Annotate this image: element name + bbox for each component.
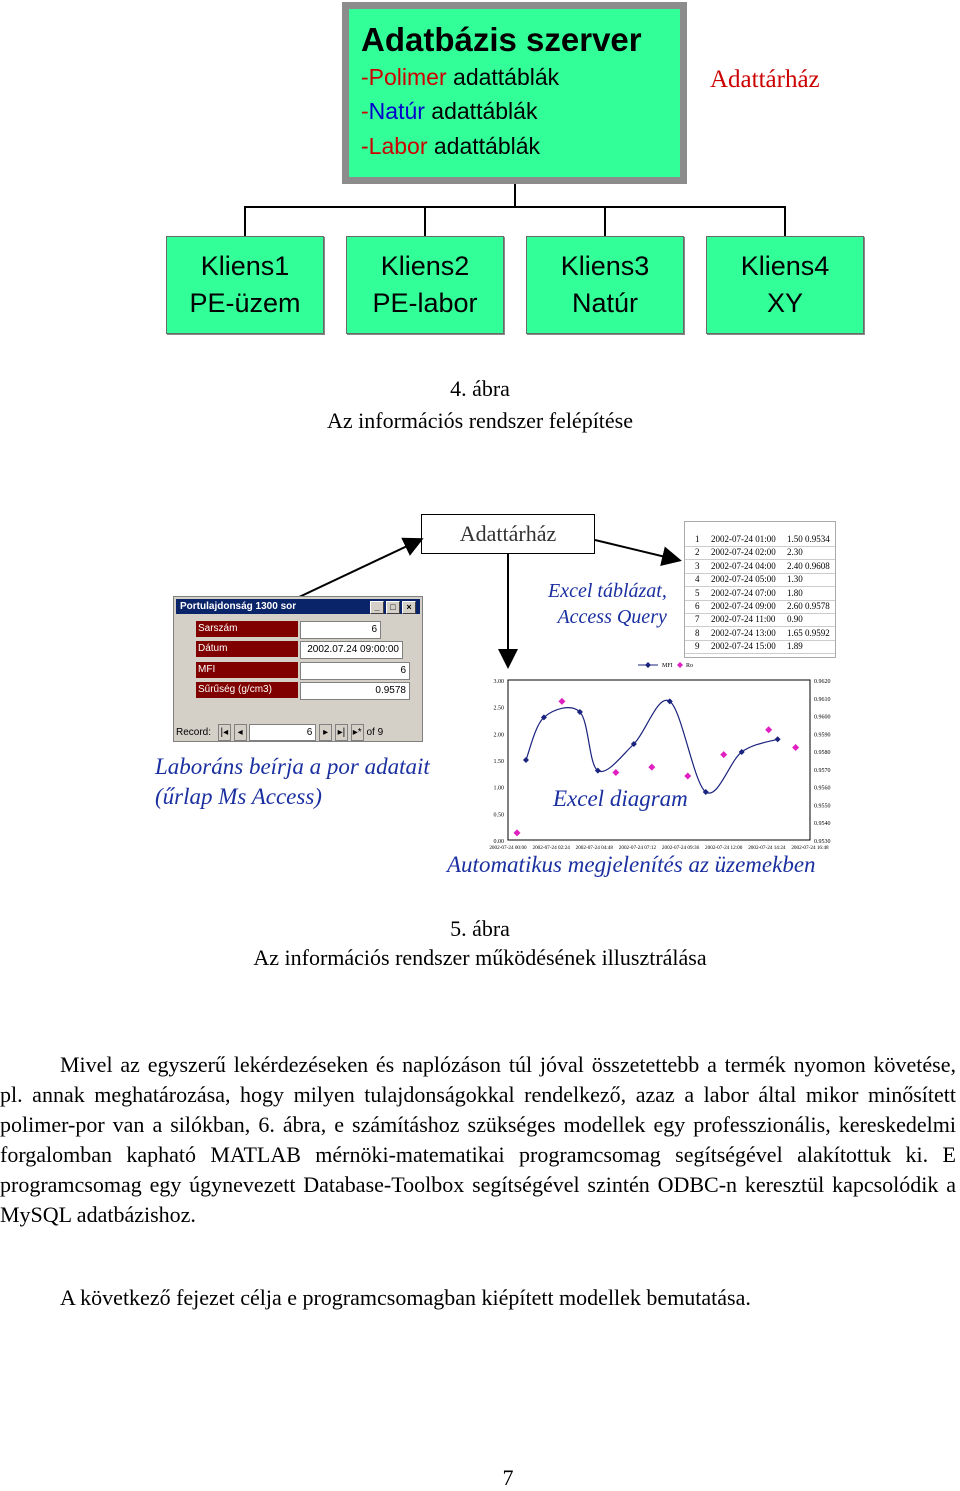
table-cell-date: 2002-07-24 11:00 <box>711 614 776 625</box>
new-record-icon[interactable]: ▸* <box>351 724 364 741</box>
x-tick-label: 2002-07-24 12:00 <box>705 845 743 851</box>
table-cell-date: 2002-07-24 04:00 <box>711 560 776 571</box>
client-name: Kliens4 <box>740 251 830 281</box>
right-tick-label: 0.9610 <box>814 696 831 703</box>
source-name: Natúr <box>368 98 425 124</box>
table-cell-n: 6 <box>695 601 700 611</box>
right-tick-label: 0.9580 <box>814 750 831 757</box>
maximize-icon[interactable]: □ <box>386 601 400 614</box>
table-cell-mfi: 1.89 <box>787 641 803 652</box>
excel-chart <box>478 657 840 857</box>
access-form-window <box>173 596 423 742</box>
excel-table-label <box>548 578 667 630</box>
lab-line1: Laboráns beírja a por adatait <box>155 754 430 779</box>
record-navigator <box>176 724 420 739</box>
auto-display-label: Automatikus megjelenítés az üzemekben <box>447 852 816 877</box>
legend-marker-ro <box>677 662 683 668</box>
table-cell-date: 2002-07-24 13:00 <box>711 627 776 638</box>
record-of: of 9 <box>366 727 384 738</box>
table-cell-date: 2002-07-24 02:00 <box>711 547 776 558</box>
excel-table <box>684 521 836 658</box>
left-tick-label: 3.00 <box>493 679 504 685</box>
right-tick-label: 0.9550 <box>814 803 831 810</box>
left-tick-label: 0.00 <box>493 839 504 845</box>
left-tick-label: 2.00 <box>493 732 504 739</box>
table-cell-mfi: 1.65 <box>787 627 803 638</box>
source-rest: adattáblák <box>446 64 560 90</box>
figure4-number: 4. ábra <box>450 376 510 401</box>
table-row <box>685 613 835 627</box>
server-title: Adatbázis szerver <box>361 21 642 58</box>
client-name: Kliens2 <box>380 251 470 281</box>
left-tick-label: 1.00 <box>493 785 504 792</box>
field-label-mfi: MFI <box>196 662 298 678</box>
right-tick-label: 0.9570 <box>814 767 831 774</box>
table-row <box>685 640 835 654</box>
minimize-icon[interactable]: _ <box>370 601 384 614</box>
table-row <box>685 573 835 587</box>
x-tick-label: 2002-07-24 14:24 <box>748 845 786 851</box>
table-row <box>685 546 835 560</box>
client-role: PE-labor <box>372 288 478 318</box>
dash: - <box>361 133 369 159</box>
lab-line2: (űrlap Ms Access) <box>155 784 322 809</box>
legend-label-mfi: MFI <box>662 663 673 669</box>
excel-table-line1: Excel táblázat, <box>548 580 667 602</box>
source-name: Polimer <box>368 64 447 90</box>
table-cell-mfi: 0.90 <box>787 614 803 625</box>
last-record-icon[interactable]: ▸| <box>335 724 348 741</box>
field-label-sarszam: Sarszám <box>196 621 298 637</box>
table-cell-n: 8 <box>695 627 700 638</box>
right-tick-label: 0.9600 <box>814 714 831 721</box>
left-tick-label: 0.50 <box>493 812 504 819</box>
dash: - <box>361 98 369 124</box>
body-paragraph <box>0 1050 956 1230</box>
record-label: Record: <box>176 727 212 738</box>
next-record-icon[interactable]: ▸ <box>319 724 332 741</box>
right-tick-label: 0.9560 <box>814 785 831 792</box>
table-cell-ro: 0.9592 <box>805 627 830 638</box>
table-row <box>685 560 835 574</box>
table-cell-mfi: 1.80 <box>787 587 803 598</box>
table-row <box>685 587 835 601</box>
lab-description <box>155 752 430 812</box>
excel-diagram-label: Excel diagram <box>553 786 688 811</box>
right-tick-label: 0.9540 <box>814 821 831 828</box>
table-cell-n: 9 <box>695 641 700 652</box>
right-tick-label: 0.9590 <box>814 732 831 739</box>
x-tick-label: 2002-07-24 04:48 <box>575 845 613 851</box>
table-cell-mfi: 2.30 <box>787 547 803 558</box>
warehouse-label: Adattárház <box>710 66 820 93</box>
right-tick-label: 0.9620 <box>814 679 831 685</box>
body-paragraph-2: A következő fejezet célja e programcsomagban kiépített modellek bemutatása. <box>60 1285 751 1310</box>
first-record-icon[interactable]: |◂ <box>218 724 231 741</box>
source-rest: adattáblák <box>424 98 538 124</box>
table-cell-date: 2002-07-24 15:00 <box>711 641 776 652</box>
x-tick-label: 2002-07-24 07:12 <box>618 845 657 851</box>
warehouse-box: Adattárház <box>421 514 595 554</box>
table-cell-date: 2002-07-24 01:00 <box>711 534 776 544</box>
table-cell-n: 3 <box>695 560 700 571</box>
table-row <box>685 533 835 547</box>
field-value-mfi[interactable]: 6 <box>300 662 410 680</box>
record-number[interactable]: 6 <box>249 724 316 741</box>
figure5-number: 5. ábra <box>450 916 510 941</box>
client-role: XY <box>766 288 804 318</box>
field-label-suruseg: Sűrűség (g/cm3) <box>196 682 298 698</box>
legend-label-ro: Ro <box>686 663 694 669</box>
table-cell-mfi: 1.30 <box>787 574 803 585</box>
table-cell-ro: 0.9578 <box>805 601 830 611</box>
source-name: Labor <box>368 133 428 159</box>
right-tick-label: 0.9530 <box>814 839 831 845</box>
table-cell-n: 5 <box>695 587 700 598</box>
table-cell-n: 4 <box>695 574 700 585</box>
table-cell-date: 2002-07-24 07:00 <box>711 587 776 598</box>
client-name: Kliens3 <box>560 251 650 281</box>
field-label-datum: Dátum <box>196 641 298 657</box>
x-tick-label: 2002-07-24 02:24 <box>532 845 570 851</box>
legend-marker-mfi <box>645 662 651 668</box>
field-value-sarszam[interactable]: 6 <box>300 621 381 639</box>
table-cell-n: 7 <box>695 614 700 625</box>
prev-record-icon[interactable]: ◂ <box>234 724 247 741</box>
figure5-caption: Az információs rendszer működésének illusztrálása <box>253 945 707 970</box>
dash: - <box>361 64 369 90</box>
table-cell-date: 2002-07-24 09:00 <box>711 601 776 611</box>
paragraph-text: Mivel az egyszerű lekérdezéseken és naplózáson túl jóval összetettebb a termék nyomon követése, pl. annak meghatározása, hogy milyen tulajdonságokkal rendelkező, azaz a labor által mikor minősített polimer-por van a silókban, 6. ábra, e számításhoz szükséges modellek egy professzionális, kereskedelmi forgalomban kapható MATLAB mérnöki-matematikai programcsomag segítségével alakítottuk ki. E programcsomag egy úgynevezett Database-Toolbox segítségével szintén ODBC-n keresztül kapcsolódik a MySQL adatbázishoz. <box>0 1052 956 1227</box>
excel-table-line2: Access Query <box>557 606 667 628</box>
client-role: PE-üzem <box>189 288 301 318</box>
table-cell-mfi: 1.50 <box>787 534 803 544</box>
table-cell-ro: 0.9534 <box>805 534 830 544</box>
x-tick-label: 2002-07-24 09:36 <box>661 845 700 851</box>
form-titlebar <box>176 599 420 614</box>
field-value-datum[interactable]: 2002.07.24 09:00:00 <box>300 641 403 659</box>
left-tick-label: 1.50 <box>493 759 504 765</box>
table-cell-n: 2 <box>695 547 700 558</box>
table-cell-date: 2002-07-24 05:00 <box>711 574 776 585</box>
figure4-caption: Az információs rendszer felépítése <box>326 408 634 433</box>
arrow-warehouse-to-table <box>595 540 678 560</box>
table-row <box>685 627 835 641</box>
table-row <box>685 600 835 614</box>
table-cell-mfi: 2.60 <box>787 601 803 611</box>
page-number: 7 <box>502 1465 514 1490</box>
source-rest: adattáblák <box>427 133 541 159</box>
table-cell-mfi: 2.40 <box>787 560 803 571</box>
table-cell-n: 1 <box>695 534 700 544</box>
client-name: Kliens1 <box>200 251 290 281</box>
close-icon[interactable]: × <box>402 601 416 614</box>
left-tick-label: 2.50 <box>493 705 504 712</box>
client-role: Natúr <box>571 288 639 318</box>
x-tick-label: 2002-07-24 00:00 <box>489 845 527 851</box>
form-title: Portulajdonság 1300 sor <box>180 601 297 612</box>
table-cell-ro: 0.9608 <box>805 560 830 571</box>
x-tick-label: 2002-07-24 16:48 <box>791 845 829 851</box>
field-value-suruseg[interactable]: 0.9578 <box>300 682 410 700</box>
